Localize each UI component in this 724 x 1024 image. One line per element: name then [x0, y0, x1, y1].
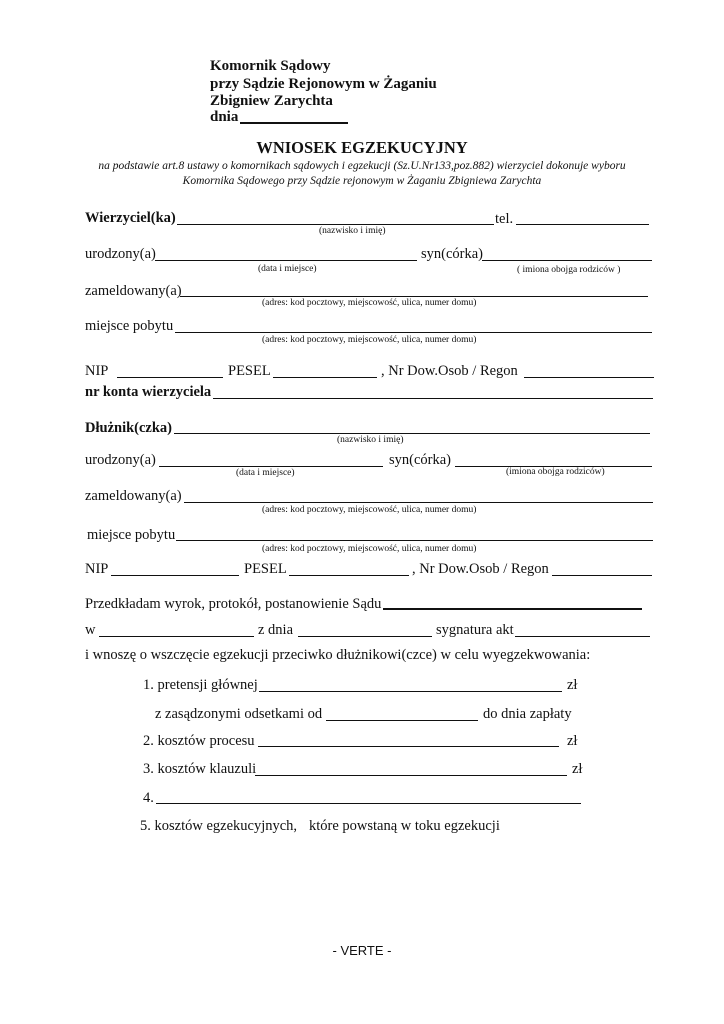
creditor-id-label: , Nr Dow.Osob / Regon: [381, 363, 518, 379]
creditor-registered-hint: (adres: kod pocztowy, miejscowość, ulica, numer domu): [262, 298, 477, 308]
creditor-tel-label: tel.: [495, 211, 514, 227]
debtor-born-hint: (data i miejsce): [236, 468, 295, 478]
debtor-nip-label: NIP: [85, 561, 109, 577]
bailiff-court: przy Sądzie Rejonowym w Żaganiu: [210, 76, 437, 92]
item3-field[interactable]: [255, 775, 567, 790]
judgment-ref-label: sygnatura akt: [436, 622, 514, 638]
debtor-pesel-field[interactable]: [289, 575, 409, 590]
item2-label: 2. kosztów procesu: [143, 733, 255, 749]
debtor-parents-hint: (imiona obojga rodziców): [506, 467, 605, 477]
item1-currency: zł: [567, 677, 578, 693]
subtitle-line-1: na podstawie art.8 ustawy o komornikach sądowych i egzekucji (Sz.U.Nr133,poz.882) wierzyciel dokonuje wyboru: [98, 160, 626, 172]
judgment-in-label: w: [85, 622, 96, 638]
creditor-tel-field[interactable]: [516, 224, 649, 239]
creditor-residence-hint: (adres: kod pocztowy, miejscowość, ulica, numer domu): [262, 335, 477, 345]
bailiff-title: Komornik Sądowy: [210, 58, 331, 74]
debtor-name-field[interactable]: [174, 433, 650, 448]
creditor-name-hint: (nazwisko i imię): [319, 226, 386, 236]
item5-suffix: które powstaną w toku egzekucji: [309, 818, 500, 834]
item4-field[interactable]: [156, 803, 581, 818]
creditor-pesel-label: PESEL: [228, 363, 271, 379]
item2-field[interactable]: [258, 746, 559, 761]
creditor-registered-label: zameldowany(a): [85, 283, 182, 299]
creditor-account-label: nr konta wierzyciela: [85, 384, 212, 400]
date-field[interactable]: [240, 122, 348, 138]
item4-label: 4.: [143, 790, 154, 806]
interest-suffix: do dnia zapłaty: [483, 706, 572, 722]
debtor-id-label: , Nr Dow.Osob / Regon: [412, 561, 549, 577]
creditor-parents-hint: ( imiona obojga rodziców ): [517, 265, 621, 275]
item5-label: 5. kosztów egzekucyjnych,: [140, 818, 298, 834]
item1-label: 1. pretensji głównej: [143, 677, 258, 693]
bailiff-name: Zbigniew Zarychta: [210, 93, 333, 109]
debtor-residence-hint: (adres: kod pocztowy, miejscowość, ulica, numer domu): [262, 544, 477, 554]
item3-currency: zł: [572, 761, 583, 777]
item1-field[interactable]: [259, 691, 562, 706]
judgment-date-label: z dnia: [258, 622, 294, 638]
debtor-born-label: urodzony(a): [85, 452, 156, 468]
debtor-registered-hint: (adres: kod pocztowy, miejscowość, ulica, numer domu): [262, 505, 477, 515]
creditor-child-label: syn(córka): [421, 246, 484, 262]
interest-label: z zasądzonymi odsetkami od: [155, 706, 323, 722]
debtor-name-hint: (nazwisko i imię): [337, 435, 404, 445]
debtor-nip-field[interactable]: [111, 575, 239, 590]
verte-footer: - VERTE -: [332, 943, 392, 958]
item2-currency: zł: [567, 733, 578, 749]
subtitle-line-2: Komornika Sądowego przy Sądzie rejonowym w Żaganiu Zbigniewa Zarychta: [182, 175, 542, 187]
debtor-pesel-label: PESEL: [244, 561, 287, 577]
date-label: dnia: [210, 109, 239, 125]
debtor-child-label: syn(córka): [389, 452, 452, 468]
item3-label: 3. kosztów klauzuli: [143, 761, 257, 777]
creditor-residence-label: miejsce pobytu: [85, 318, 174, 334]
request-intro: i wnoszę o wszczęcie egzekucji przeciwko dłużnikowi(czce) w celu wyegzekwowania:: [85, 647, 591, 663]
creditor-account-field[interactable]: [213, 398, 653, 413]
creditor-born-hint: (data i miejsce): [258, 264, 317, 274]
creditor-nip-label: NIP: [85, 363, 109, 379]
debtor-registered-label: zameldowany(a): [85, 488, 182, 504]
interest-date-field[interactable]: [326, 720, 478, 735]
page-title: WNIOSEK EGZEKUCYJNY: [256, 138, 468, 157]
creditor-name-label: Wierzyciel(ka): [85, 210, 176, 226]
debtor-id-field[interactable]: [552, 575, 652, 590]
debtor-name-label: Dłużnik(czka): [85, 420, 172, 436]
judgment-submit-label: Przedkładam wyrok, protokół, postanowienie Sądu: [85, 596, 382, 612]
creditor-id-field[interactable]: [524, 377, 654, 392]
debtor-residence-label: miejsce pobytu: [87, 527, 176, 543]
creditor-born-label: urodzony(a): [85, 246, 156, 262]
creditor-pesel-field[interactable]: [273, 377, 377, 392]
